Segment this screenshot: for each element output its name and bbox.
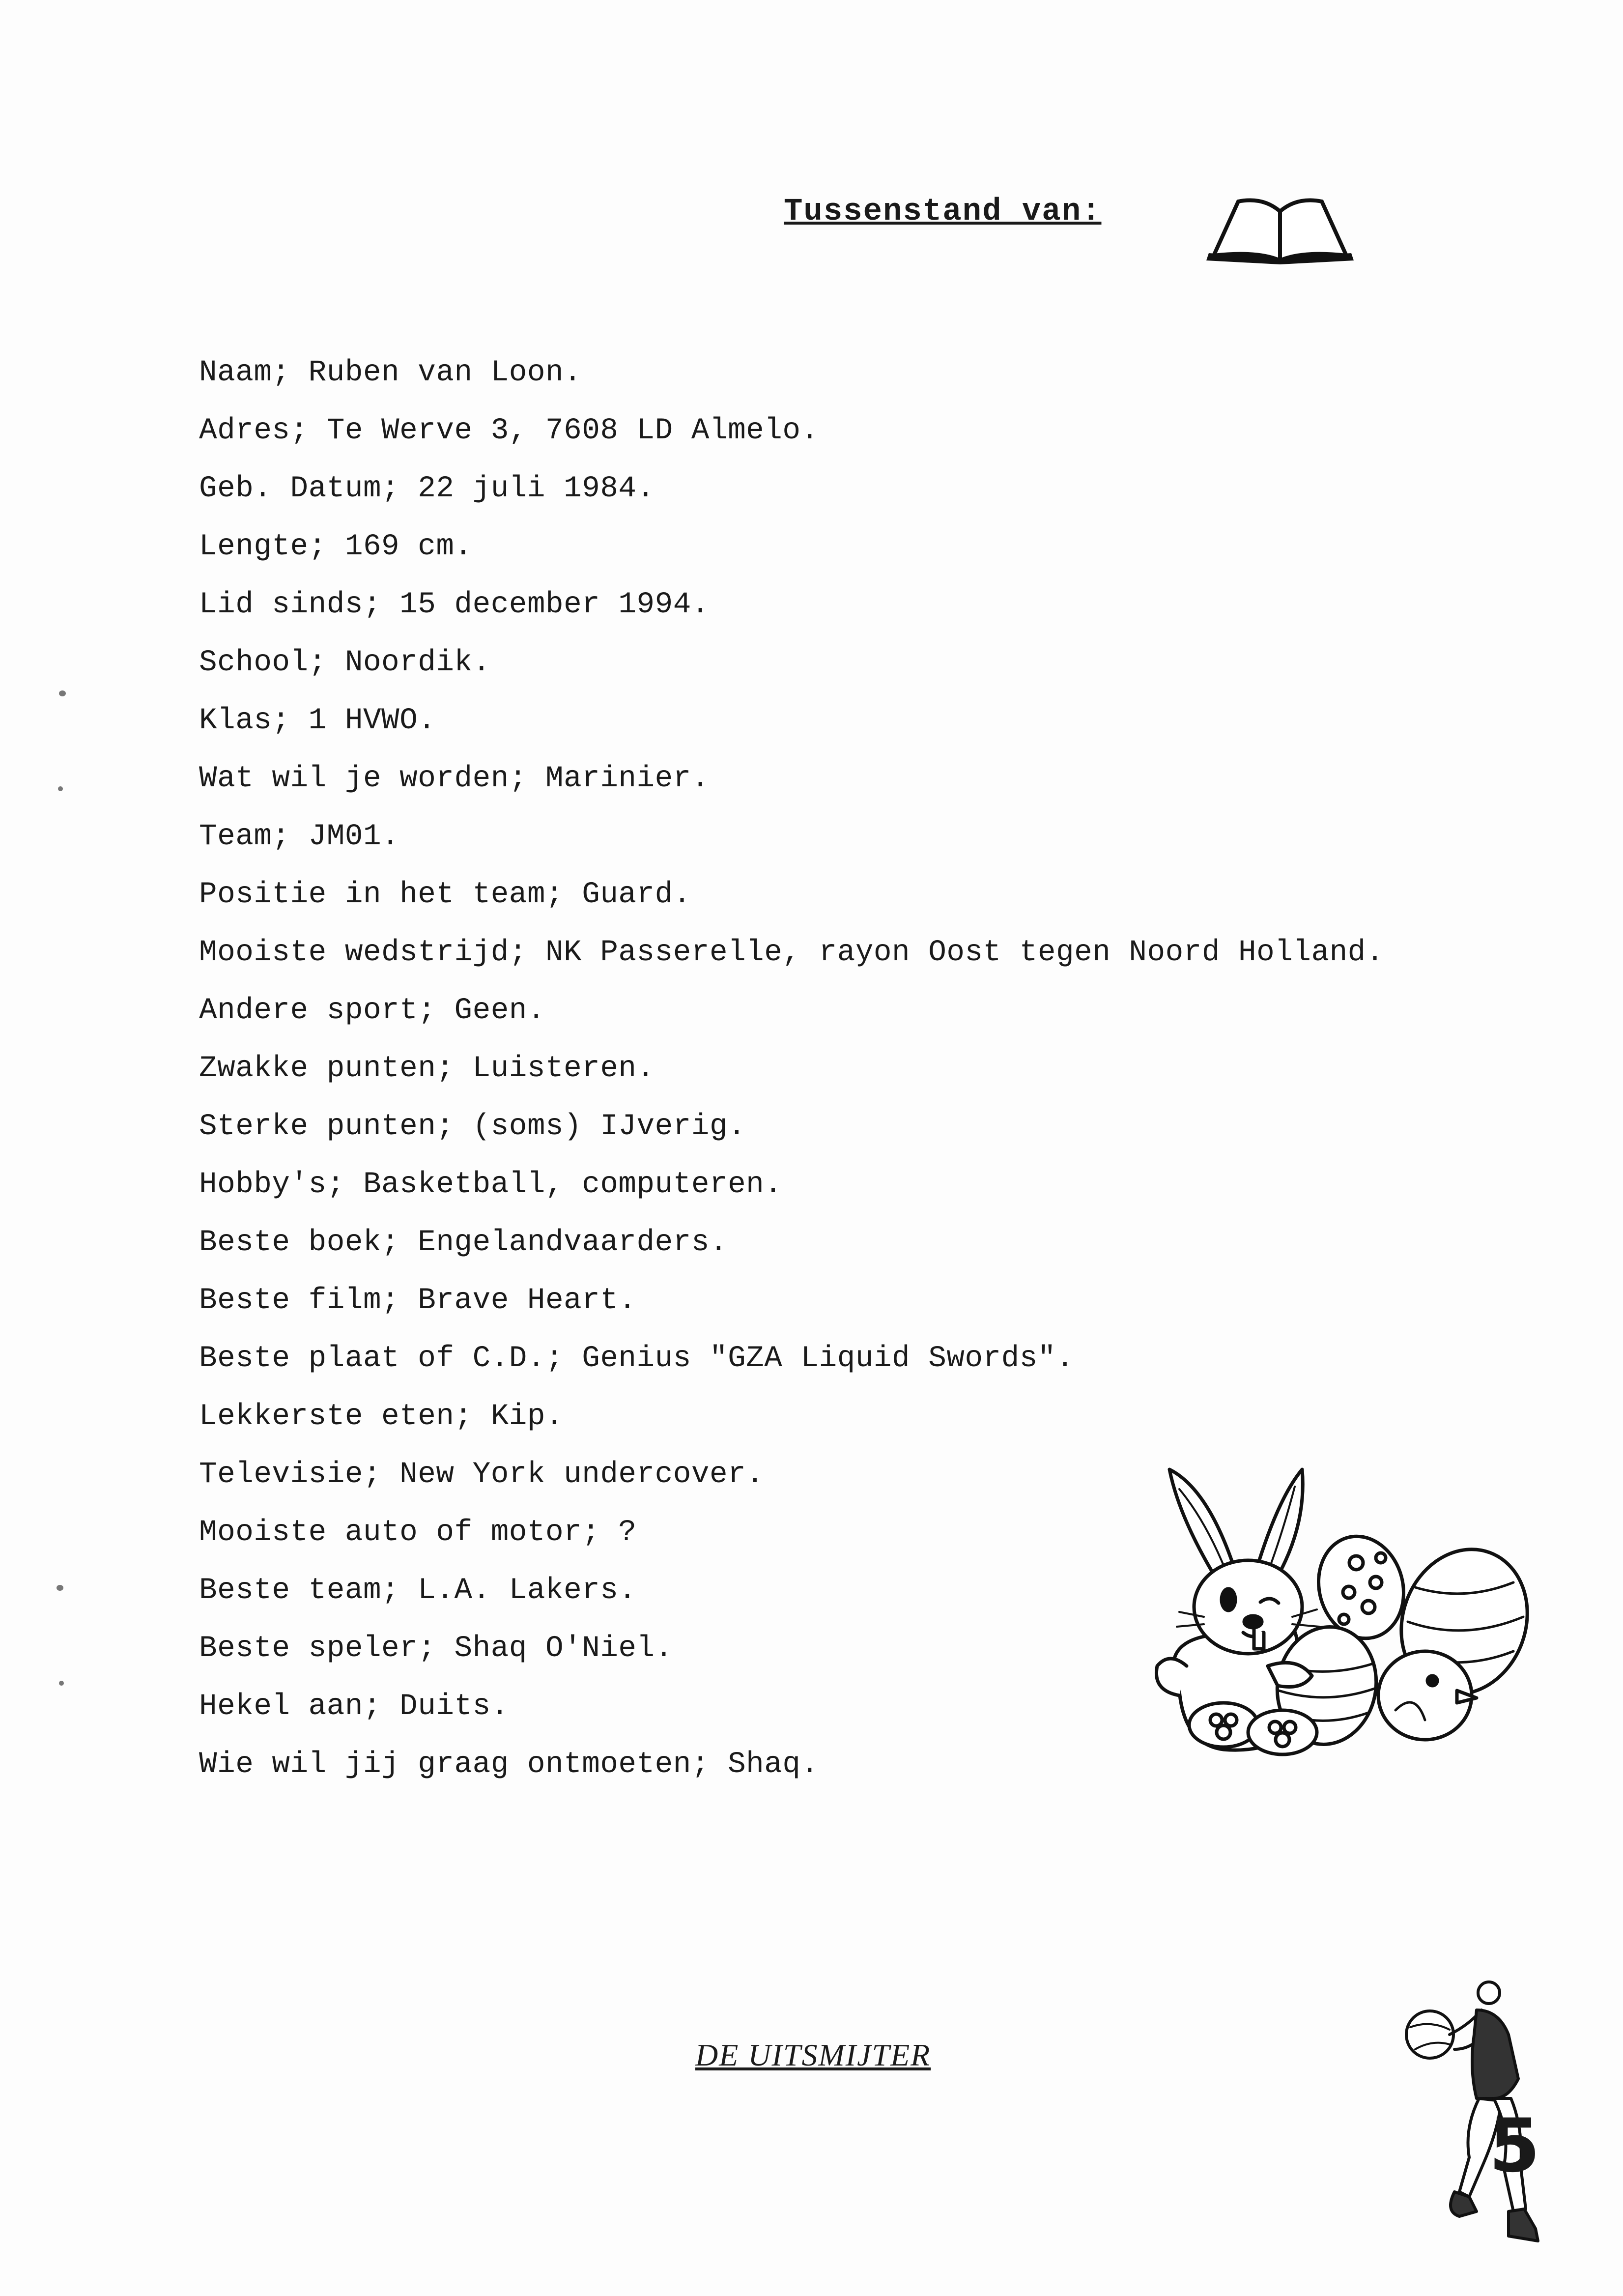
profile-row-school: School; Noordik. bbox=[199, 646, 491, 680]
profile-row-hobbys: Hobby's; Basketball, computeren. bbox=[199, 1168, 783, 1202]
profile-row-adres: Adres; Te Werve 3, 7608 LD Almelo. bbox=[199, 414, 819, 448]
profile-row-mooiste-wedstrijd: Mooiste wedstrijd; NK Passerelle, rayon Oost tegen Noord Holland. bbox=[199, 936, 1384, 970]
profile-row-wat-wil-je-worden: Wat wil je worden; Marinier. bbox=[199, 762, 710, 796]
profile-row-beste-speler: Beste speler; Shaq O'Niel. bbox=[199, 1632, 673, 1665]
scan-speck bbox=[59, 690, 66, 696]
scan-speck bbox=[58, 786, 63, 791]
scan-speck bbox=[59, 1681, 64, 1686]
profile-row-hekel-aan: Hekel aan; Duits. bbox=[199, 1690, 509, 1723]
open-book-icon bbox=[1204, 192, 1356, 265]
profile-row-wie-ontmoeten: Wie wil jij graag ontmoeten; Shaq. bbox=[199, 1748, 819, 1781]
profile-row-televisie: Televisie; New York undercover. bbox=[199, 1458, 765, 1492]
profile-row-naam: Naam; Ruben van Loon. bbox=[199, 356, 582, 390]
profile-row-andere-sport: Andere sport; Geen. bbox=[199, 994, 546, 1028]
profile-row-positie: Positie in het team; Guard. bbox=[199, 878, 691, 912]
profile-row-mooiste-auto: Mooiste auto of motor; ? bbox=[199, 1516, 637, 1550]
profile-row-lengte: Lengte; 169 cm. bbox=[199, 530, 473, 564]
page-title: Tussenstand van: bbox=[784, 194, 1102, 230]
profile-row-klas: Klas; 1 HVWO. bbox=[199, 704, 436, 738]
profile-row-zwakke-punten: Zwakke punten; Luisteren. bbox=[199, 1052, 655, 1086]
profile-row-sterke-punten: Sterke punten; (soms) IJverig. bbox=[199, 1110, 746, 1144]
newsletter-name: DE UITSMIJTER bbox=[695, 2038, 931, 2072]
profile-row-geboortedatum: Geb. Datum; 22 juli 1984. bbox=[199, 472, 655, 506]
page-number: 5 bbox=[1489, 2103, 1540, 2189]
profile-row-beste-team: Beste team; L.A. Lakers. bbox=[199, 1574, 637, 1607]
scan-speck bbox=[57, 1585, 63, 1591]
profile-row-lekkerste-eten: Lekkerste eten; Kip. bbox=[199, 1400, 564, 1434]
profile-row-beste-boek: Beste boek; Engelandvaarders. bbox=[199, 1226, 728, 1260]
profile-row-team: Team; JM01. bbox=[199, 820, 400, 854]
profile-row-beste-film: Beste film; Brave Heart. bbox=[199, 1284, 637, 1318]
profile-row-lid-sinds: Lid sinds; 15 december 1994. bbox=[199, 588, 710, 622]
profile-row-beste-plaat: Beste plaat of C.D.; Genius "GZA Liquid Swords". bbox=[199, 1342, 1075, 1376]
easter-bunny-illustration bbox=[1150, 1460, 1533, 1764]
